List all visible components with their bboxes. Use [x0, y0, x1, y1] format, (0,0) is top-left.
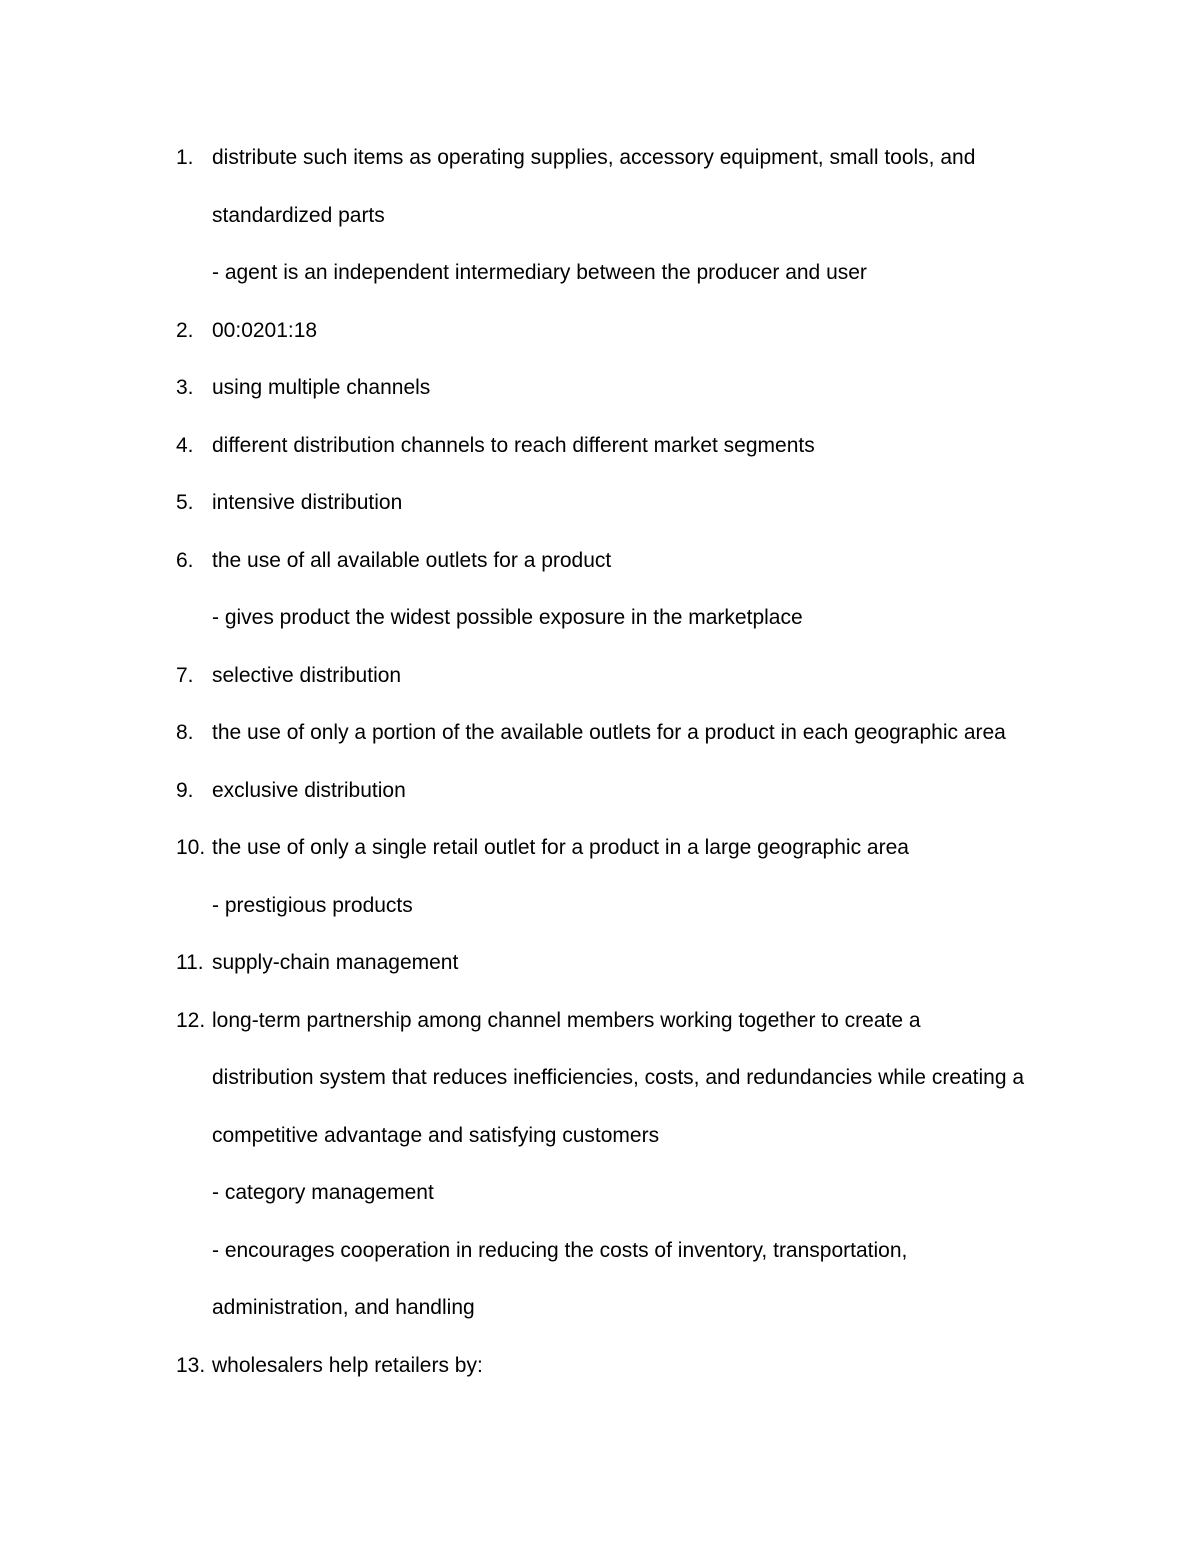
list-line [176, 251, 1096, 309]
list-line [176, 1056, 1096, 1114]
line-text: distribute such items as operating supplies, accessory equipment, small tools, and [212, 146, 976, 169]
line-text: intensive distribution [212, 491, 403, 514]
list-line [176, 711, 1096, 769]
line-text: the use of only a portion of the available outlets for a product in each geographic area [212, 721, 1006, 744]
item-number: 4. [176, 433, 194, 457]
list-line [176, 826, 1096, 884]
list-line [176, 1344, 1096, 1402]
line-text: administration, and handling [212, 1296, 475, 1319]
line-text: - agent is an independent intermediary between the producer and user [212, 261, 867, 284]
line-text: - encourages cooperation in reducing the costs of inventory, transportation, [212, 1238, 908, 1262]
line-text: long-term partnership among channel members working together to create a [212, 1008, 921, 1032]
item-number: 10. [176, 836, 206, 859]
line-text: the use of only a single retail outlet for a product in a large geographic area [212, 836, 909, 859]
list-line [176, 1229, 1096, 1287]
list-line [176, 769, 1096, 827]
line-text: distribution system that reduces inefficiencies, costs, and redundancies while creating a [212, 1066, 1025, 1089]
list-line [176, 309, 1096, 367]
list-line [176, 194, 1096, 252]
line-text: different distribution channels to reach different market segments [212, 433, 815, 457]
line-text: - prestigious products [212, 893, 413, 917]
line-text: 00:0201:18 [212, 318, 318, 342]
list-line [176, 136, 1096, 194]
item-number: 9. [176, 778, 194, 802]
list-line [176, 941, 1096, 999]
item-number: 13. [176, 1353, 206, 1377]
list-line [176, 1171, 1096, 1229]
item-number: 5. [176, 491, 194, 514]
list-line [176, 539, 1096, 597]
line-text: selective distribution [212, 663, 402, 687]
line-text: supply-chain management [212, 951, 459, 974]
item-number: 11. [176, 951, 204, 974]
list-line [176, 366, 1096, 424]
numbered-list [176, 136, 1096, 1401]
line-text: standardized parts [212, 203, 385, 227]
item-number: 1. [176, 146, 194, 169]
item-number: 6. [176, 548, 194, 572]
line-text: - gives product the widest possible exposure in the marketplace [212, 606, 803, 629]
line-text: exclusive distribution [212, 778, 406, 802]
line-text: the use of all available outlets for a product [212, 548, 612, 572]
list-line [176, 1114, 1096, 1172]
list-line [176, 999, 1096, 1057]
item-number: 8. [176, 721, 194, 744]
list-line [176, 424, 1096, 482]
list-line [176, 884, 1096, 942]
list-line [176, 1286, 1096, 1344]
list-line [176, 596, 1096, 654]
list-line [176, 654, 1096, 712]
item-number: 2. [176, 318, 194, 342]
line-text: - category management [212, 1181, 434, 1204]
line-text: wholesalers help retailers by: [212, 1353, 483, 1377]
item-number: 12. [176, 1008, 206, 1032]
line-text: competitive advantage and satisfying customers [212, 1123, 660, 1147]
item-number: 3. [176, 376, 194, 399]
list-line [176, 481, 1096, 539]
item-number: 7. [176, 663, 194, 687]
line-text: using multiple channels [212, 376, 431, 399]
